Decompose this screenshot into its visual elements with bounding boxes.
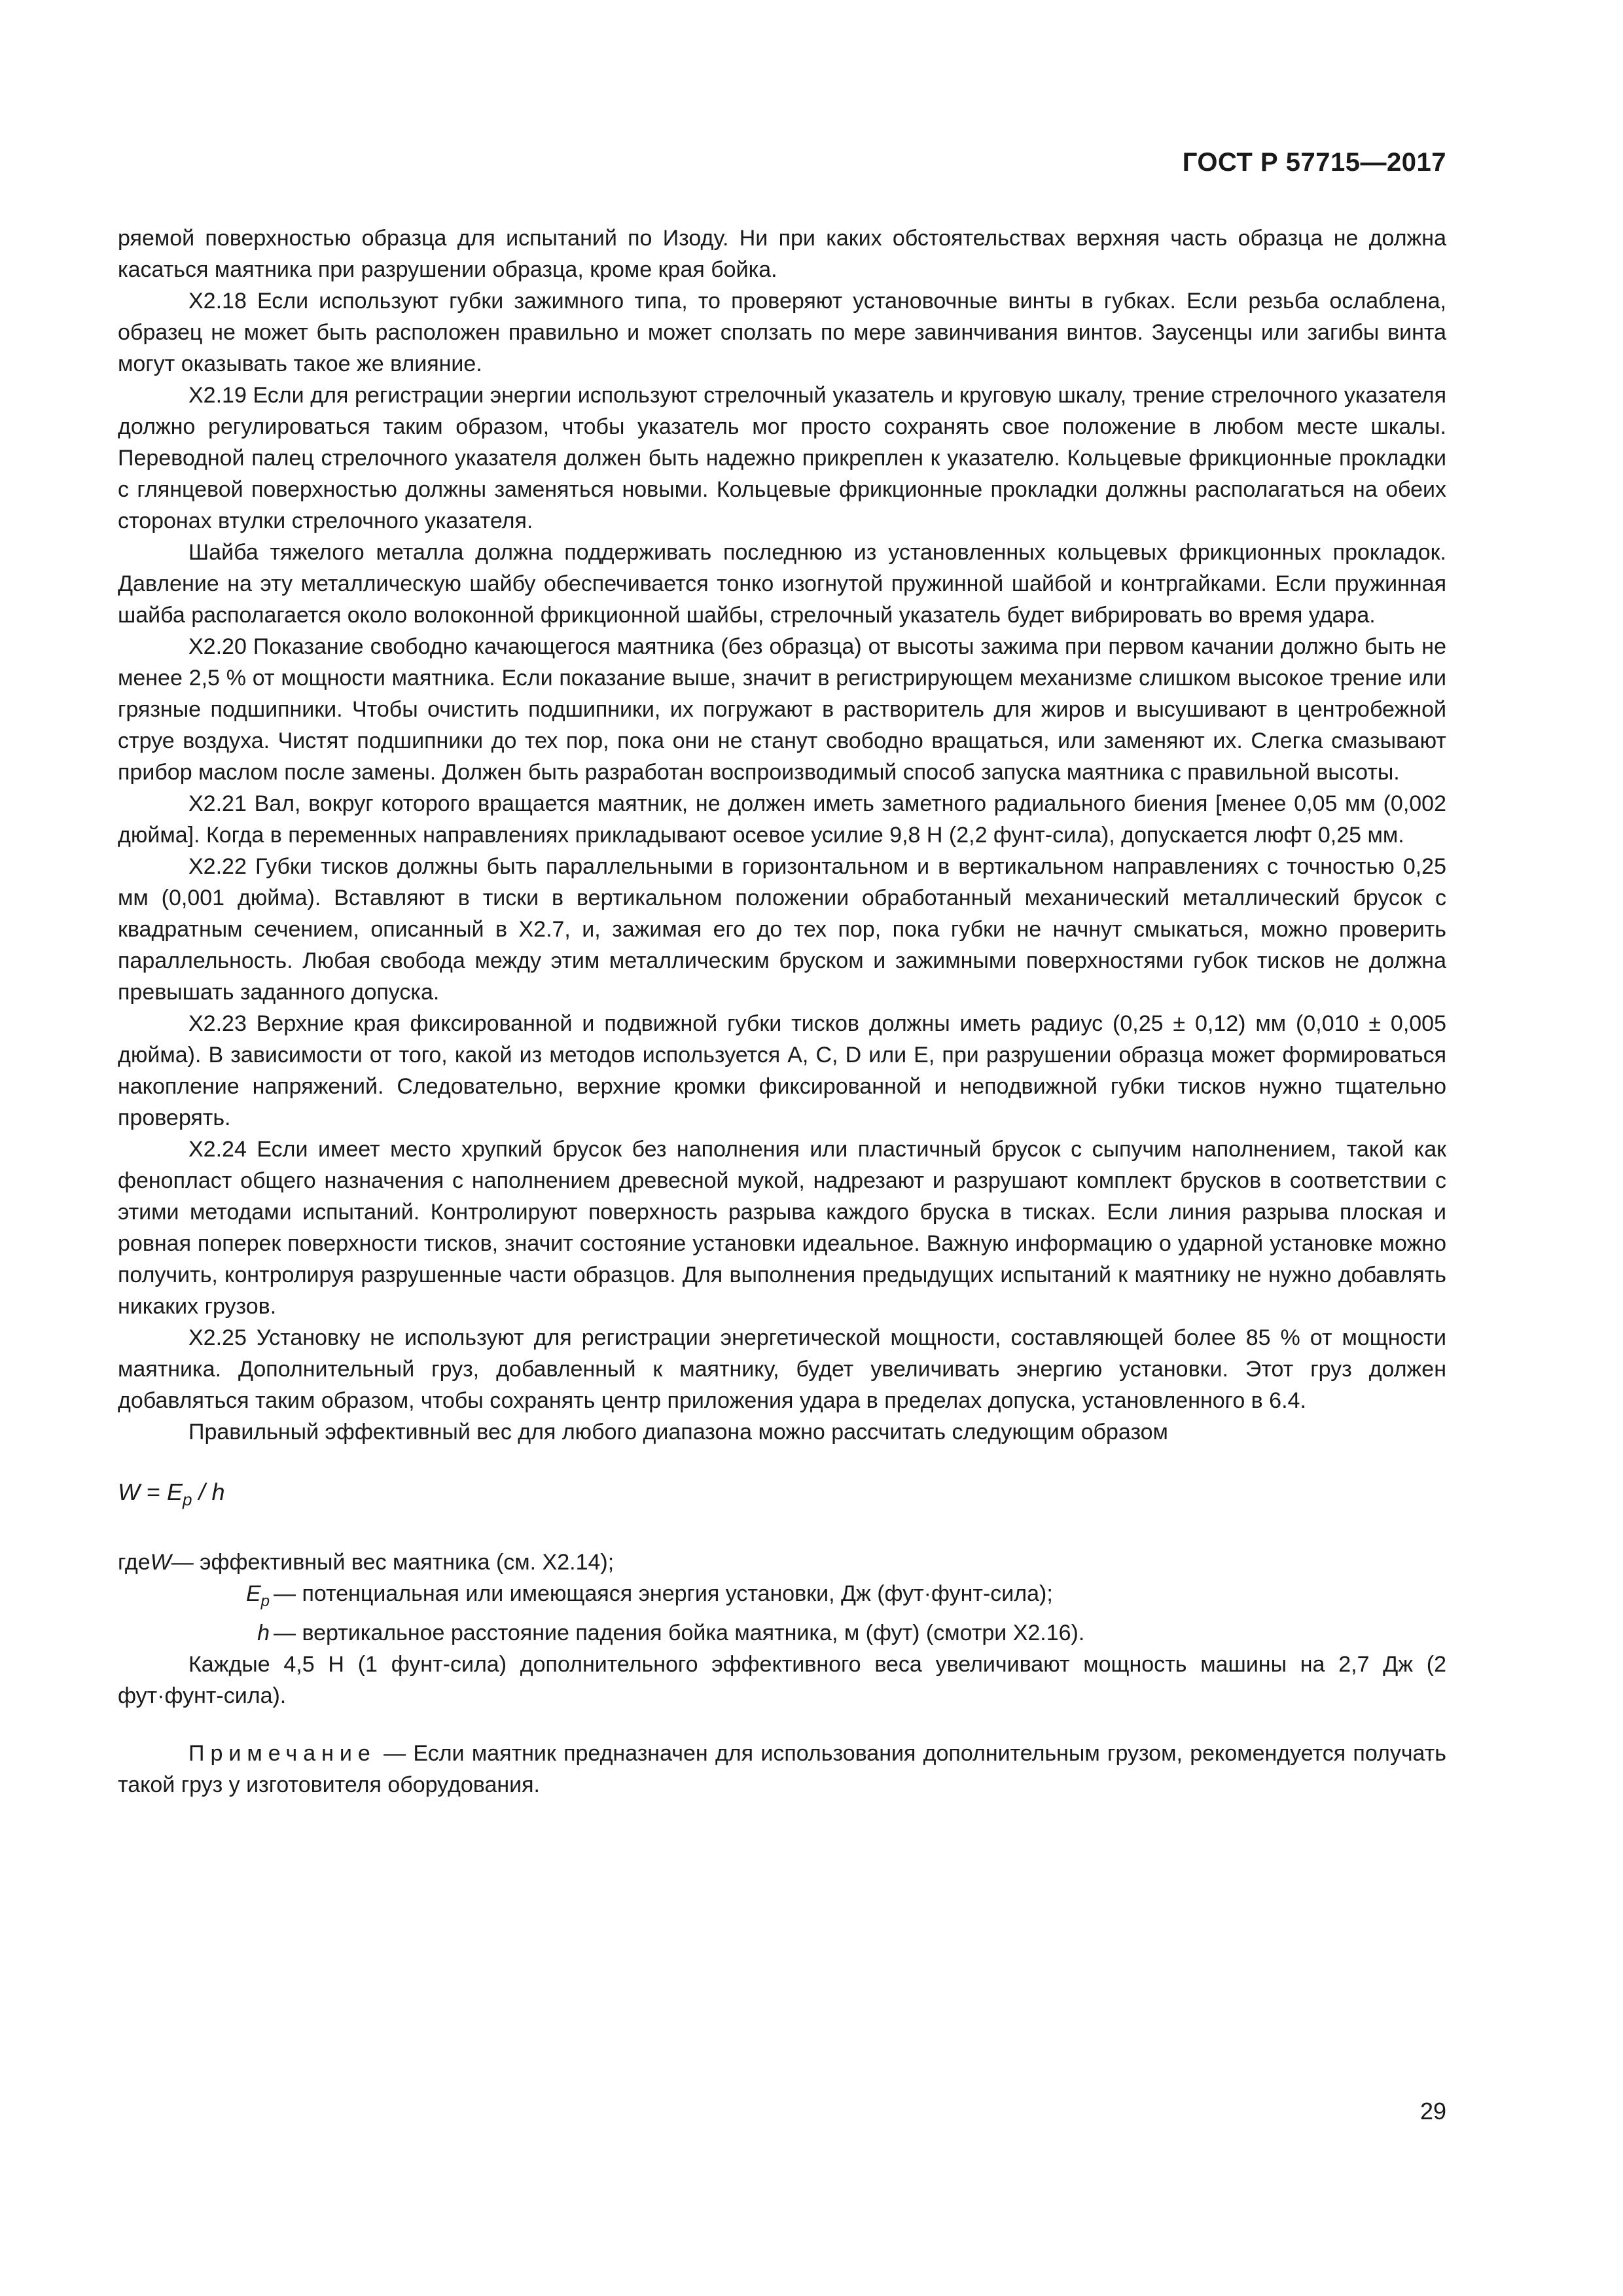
- legend-desc-ep: — потенциальная или имеющаяся энергия установки, Дж (фут·фунт-сила);: [274, 1581, 1053, 1607]
- paragraph-x2-23: Х2.23 Верхние края фиксированной и подвижной губки тисков должны иметь радиус (0,25 ± 0,12) мм (0,010 ± 0,005 дюйма). В зависимости от того, какой из методов используется А, С, D или Е, при разрушении образца может формироваться накопление напряжений. Следовательно, верхние кромки фиксированной и неподвижной губки тисков нужно тщательно проверять.: [118, 1011, 1446, 1130]
- formula-eq: =: [139, 1479, 168, 1505]
- formula-e-sub: p: [183, 1490, 192, 1510]
- note: [118, 1738, 1446, 1801]
- legend-symbol-ep: [118, 1578, 274, 1617]
- legend-desc-h: — вертикальное расстояние падения бойка маятника, м (фут) (смотри Х2.16).: [274, 1620, 1085, 1645]
- formula-e: E: [167, 1479, 183, 1505]
- paragraph-x2-21: Х2.21 Вал, вокруг которого вращается маятник, не должен иметь заметного радиального биения [менее 0,05 мм (0,002 дюйма]. Когда в переменных направлениях прикладывают осевое усилие 9,8 Н (2,2 фунт-сила), допускается люфт 0,25 мм.: [118, 791, 1446, 848]
- formula-legend: [118, 1547, 1446, 1649]
- note-label: Примечание: [188, 1740, 376, 1766]
- paragraph-washer: Шайба тяжелого металла должна поддерживать последнюю из установленных кольцевых фрикционных прокладок. Давление на эту металлическую шайбу обеспечивается тонко изогнутой пружинной шайбой и контргайками. Если пружинная шайба располагается около волоконной фрикционной шайбы, стрелочный указатель будет вибрировать во время удара.: [118, 540, 1446, 628]
- legend-row-w: [118, 1547, 1446, 1578]
- formula-lhs: W: [118, 1479, 140, 1505]
- paragraph-continuation: ряемой поверхностью образца для испытаний по Изоду. Ни при каких обстоятельствах верхняя часть образца не должна касаться маятника при разрушении образца, кроме края бойка.: [118, 226, 1446, 282]
- paragraph-formula-intro: Правильный эффективный вес для любого диапазона можно рассчитать следующим образом: [188, 1420, 1168, 1444]
- legend-row-ep: [118, 1578, 1446, 1617]
- formula-rest: / h: [192, 1479, 225, 1505]
- legend-row-h: [118, 1617, 1446, 1649]
- document-header: ГОСТ Р 57715—2017: [1182, 148, 1446, 177]
- paragraph-x2-19: Х2.19 Если для регистрации энергии используют стрелочный указатель и круговую шкалу, трение стрелочного указателя должно регулироваться таким образом, чтобы указатель мог просто сохранять свое положение в любом месте шкалы. Переводной палец стрелочного указателя должен быть надежно прикреплен к указателю. Кольцевые фрикционные прокладки с глянцевой поверхностью должны заменяться новыми. Кольцевые фрикционные прокладки должны располагаться на обеих сторонах втулки стрелочного указателя.: [118, 383, 1446, 533]
- legend-symbol-w: W: [150, 1550, 171, 1575]
- legend-symbol-e: E: [245, 1581, 261, 1607]
- legend-desc-w: — эффективный вес маятника (см. Х2.14);: [171, 1550, 615, 1575]
- legend-symbol-e-sub: p: [260, 1592, 270, 1610]
- paragraph-effective-weight: Каждые 4,5 Н (1 фунт-сила) дополнительного эффективного веса увеличивают мощность машины на 2,7 Дж (2 фут·фунт-сила).: [118, 1651, 1446, 1708]
- formula: [118, 1477, 1446, 1515]
- paragraph-x2-25: Х2.25 Установку не используют для регистрации энергетической мощности, составляющей более 85 % от мощности маятника. Дополнительный груз, добавленный к маятнику, будет увеличивать энергию установки. Этот груз должен добавляться таким образом, чтобы сохранять центр приложения удара в пределах допуска, установленного в 6.4.: [118, 1325, 1446, 1413]
- paragraph-x2-24: Х2.24 Если имеет место хрупкий брусок без наполнения или пластичный брусок с сыпучим наполнением, такой как фенопласт общего назначения с наполнением древесной мукой, надрезают и разрушают комплект брусков в соответствии с этими методами испытаний. Контролируют поверхность разрыва каждого бруска в тисках. Если линия разрыва плоская и ровная поперек поверхности тисков, значит состояние установки идеальное. Важную информацию о ударной установке можно получить, контролируя разрушенные части образцов. Для выполнения предыдущих испытаний к маятнику не нужно добавлять никаких грузов.: [118, 1137, 1446, 1319]
- paragraph-x2-20: Х2.20 Показание свободно качающегося маятника (без образца) от высоты зажима при первом качании должно быть не менее 2,5 % от мощности маятника. Если показание выше, значит в регистрирующем механизме слишком высокое трение или грязные подшипники. Чтобы очистить подшипники, их погружают в растворитель для жиров и высушивают в центробежной струе воздуха. Чистят подшипники до тех пор, пока они не станут свободно вращаться, или заменяют их. Слегка смазывают прибор маслом после замены. Должен быть разработан воспроизводимый способ запуска маятника с правильной высоты.: [118, 634, 1446, 785]
- legend-symbol-h: h: [257, 1620, 270, 1645]
- paragraph-x2-18: Х2.18 Если используют губки зажимного типа, то проверяют установочные винты в губках. Если резьба ослаблена, образец не может быть расположен правильно и может сползать по мере завинчивания винтов. Заусенцы или загибы винта могут оказывать такое же влияние.: [118, 289, 1446, 376]
- note-text: — Если маятник предназначен для использования дополнительным грузом, рекомендуется получать такой груз у изготовителя оборудования.: [118, 1740, 1446, 1797]
- document-body: [118, 223, 1446, 1801]
- paragraph-x2-22: Х2.22 Губки тисков должны быть параллельными в горизонтальном и в вертикальном направлениях с точностью 0,25 мм (0,001 дюйма). Вставляют в тиски в вертикальном положении обработанный механический металлический брусок с квадратным сечением, описанный в Х2.7, и, зажимая его до тех пор, пока губки не начнут смыкаться, можно проверить параллельность. Любая свобода между этим металлическим бруском и зажимными поверхностями губок тисков не должна превышать заданного допуска.: [118, 854, 1446, 1005]
- page-number: 29: [1419, 2098, 1446, 2125]
- legend-lead: где: [118, 1550, 151, 1575]
